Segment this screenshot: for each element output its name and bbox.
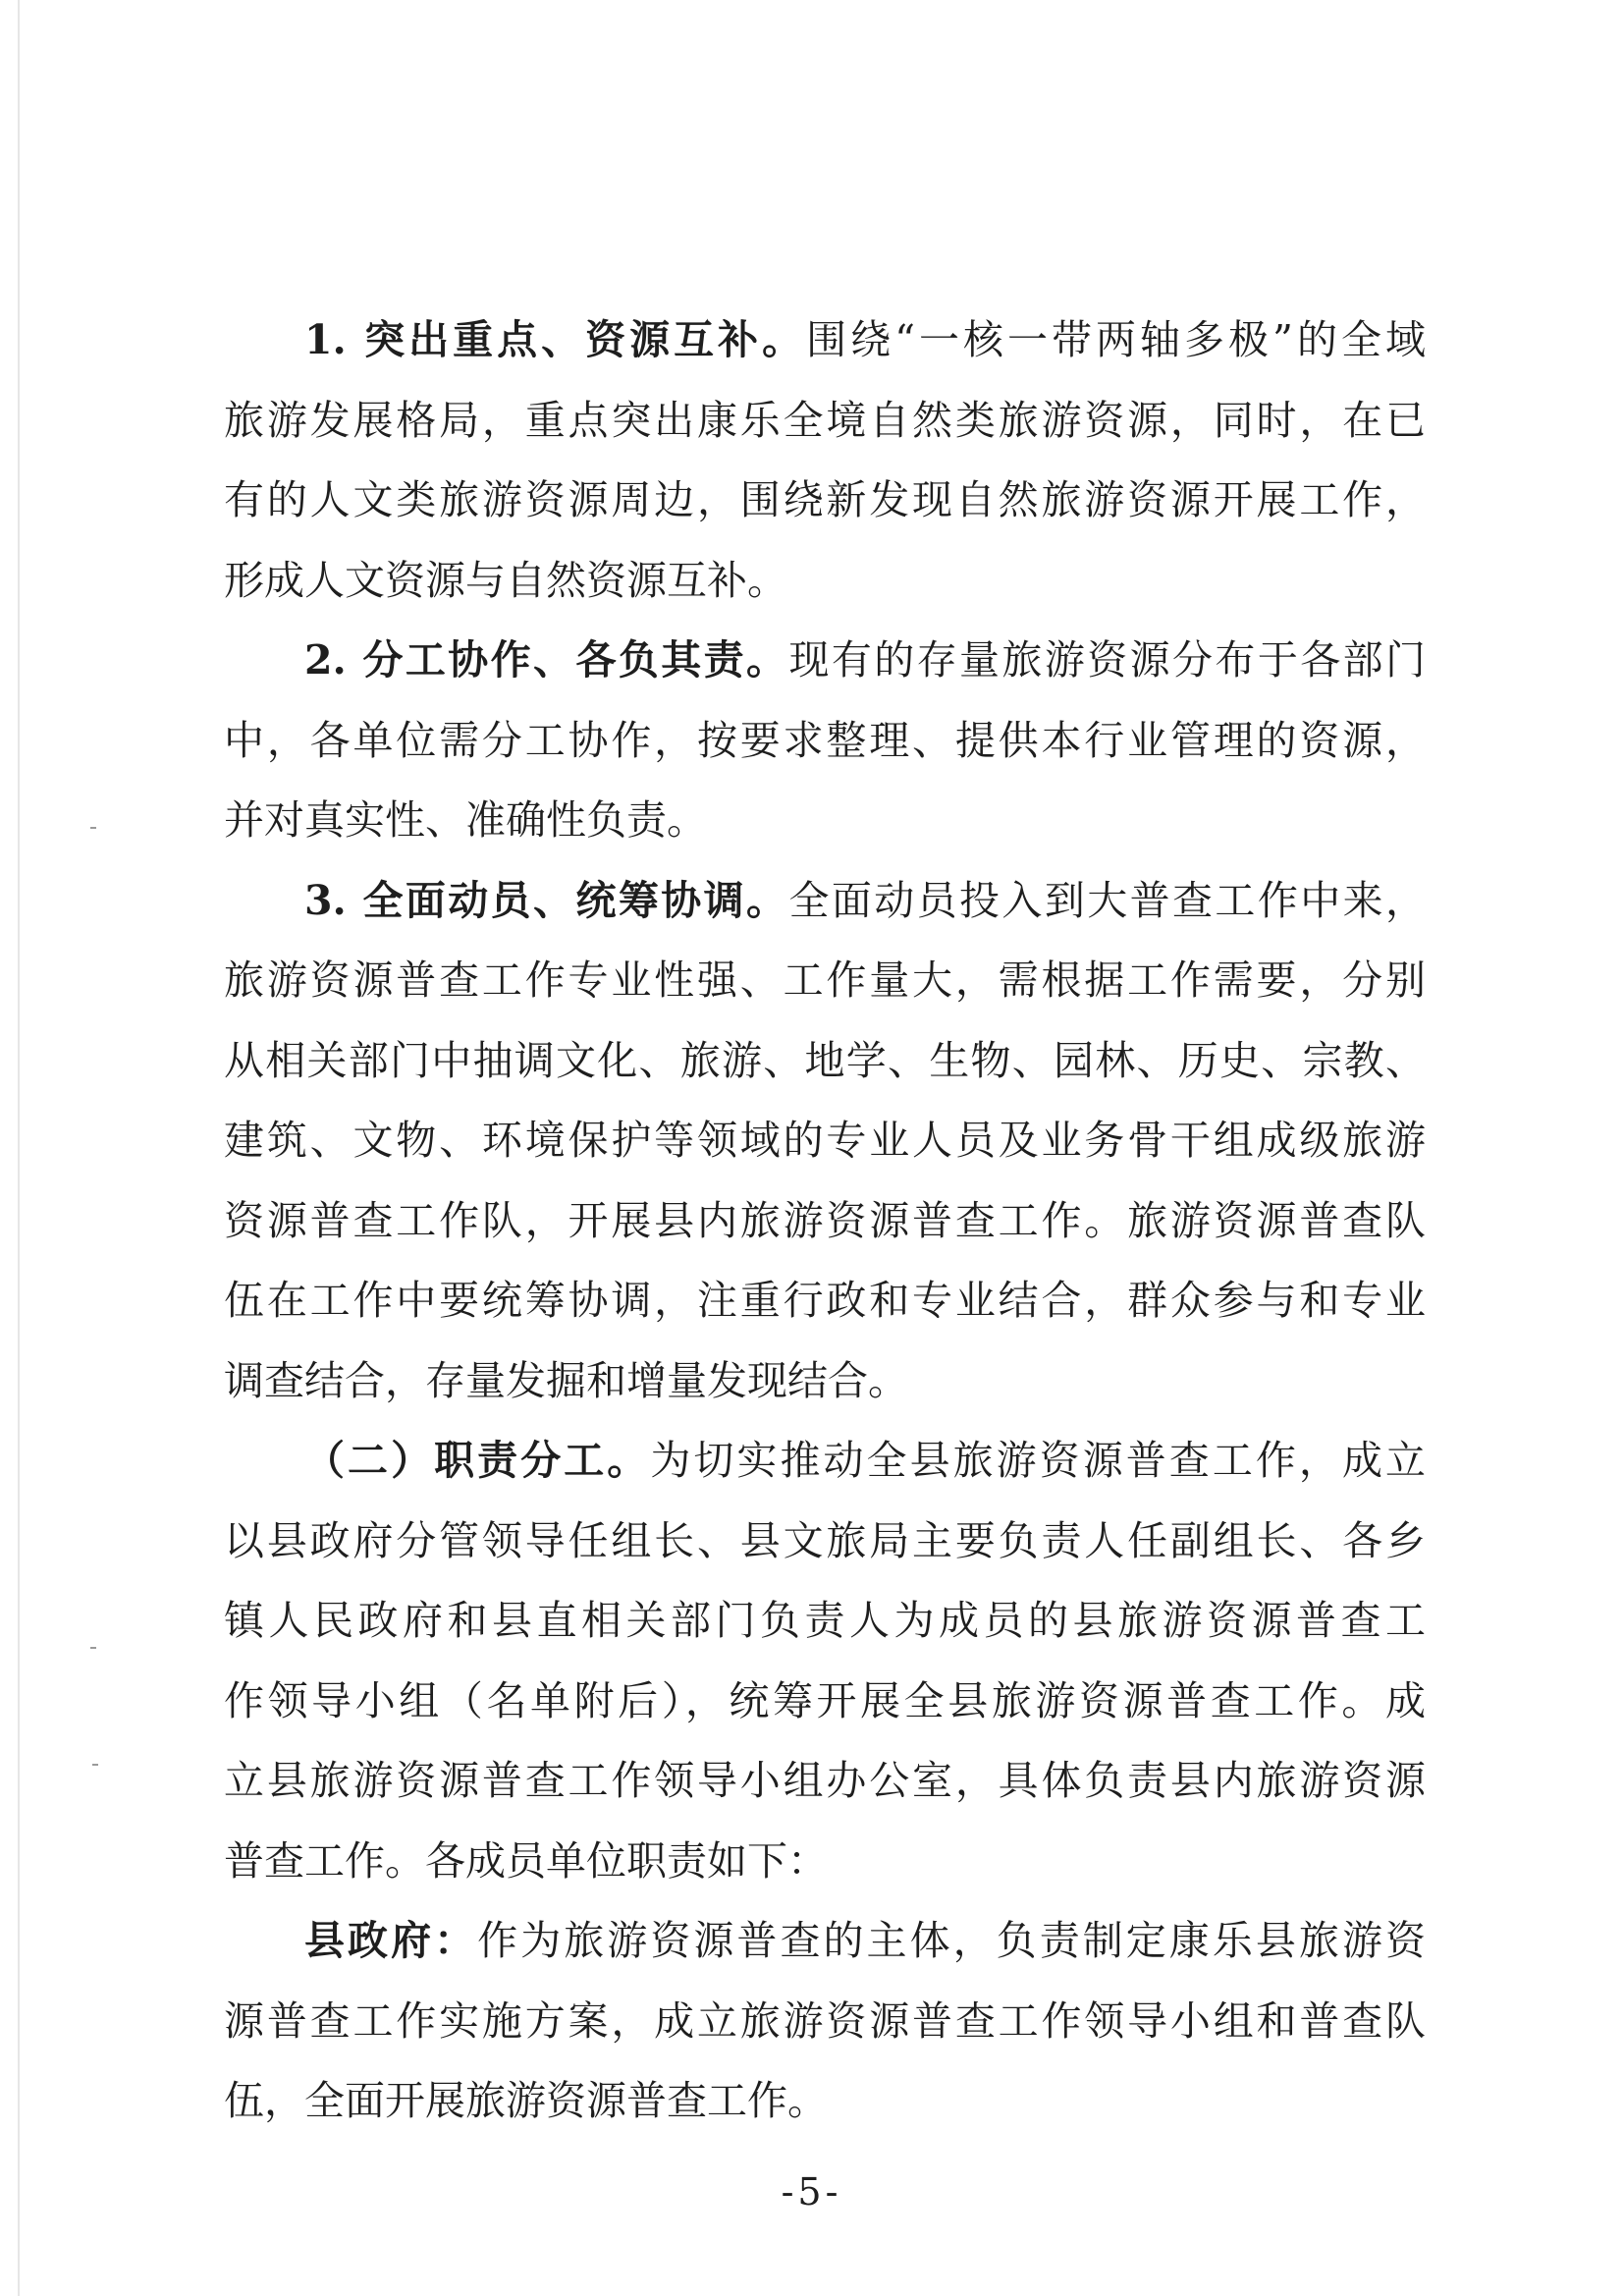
text-line: 从相关部门中抽调文化、旅游、地学、生物、园林、历史、宗教、 — [224, 1036, 1426, 1084]
scan-mark — [90, 827, 96, 829]
scan-mark — [90, 1647, 96, 1649]
section-heading: 3. 全面动员、统筹协调。 — [304, 876, 789, 924]
text-line: 源普查工作实施方案，成立旅游资源普查工作领导小组和普查队 — [224, 1996, 1426, 2045]
text-line: 形成人文资源与自然资源互补。 — [224, 556, 787, 604]
text-line: 作领导小组（名单附后），统筹开展全县旅游资源普查工作。成 — [224, 1676, 1426, 1724]
text-line: 伍，全面开展旅游资源普查工作。 — [224, 2077, 828, 2124]
section-heading: 2. 分工协作、各负其责。 — [304, 636, 789, 683]
section-heading: 1. 突出重点、资源互补。 — [304, 316, 807, 363]
text-span: 为切实推动全县旅游资源普查工作，成立 — [650, 1437, 1427, 1484]
paragraph-responsibilities — [224, 1421, 1426, 1901]
text-span: 现有的存量旅游资源分布于各部门 — [788, 636, 1427, 683]
text-line: 调查结合，存量发掘和增量发现结合。 — [224, 1356, 908, 1404]
text-line: 伍在工作中要统筹协调，注重行政和专业结合，群众参与和专业 — [224, 1277, 1426, 1324]
paragraph-division-of-labor — [224, 621, 1426, 861]
text-line: 镇人民政府和县直相关部门负责人为成员的县旅游资源普查工 — [224, 1597, 1426, 1644]
text-line — [224, 1901, 1426, 1982]
text-line — [224, 1421, 1426, 1502]
text-line: 建筑、文物、环境保护等领域的专业人员及业务骨干组成级旅游 — [224, 1117, 1426, 1164]
text-line: 资源普查工作队，开展县内旅游资源普查工作。旅游资源普查队 — [224, 1196, 1426, 1244]
text-line: 中，各单位需分工协作，按要求整理、提供本行业管理的资源， — [224, 716, 1426, 764]
paragraph-focus-resources — [224, 301, 1426, 621]
text-line: 有的人文类旅游资源周边，围绕新发现自然旅游资源开展工作， — [224, 476, 1426, 523]
text-line — [224, 861, 1426, 942]
text-span: 围绕“一核一带两轴多极”的全域 — [806, 316, 1426, 363]
text-span: 全面动员投入到大普查工作中来， — [788, 876, 1427, 924]
text-line: 旅游资源普查工作专业性强、工作量大，需根据工作需要，分别 — [224, 957, 1426, 1004]
scan-mark — [92, 1764, 98, 1766]
scan-edge-line — [18, 0, 20, 2296]
section-heading: （二）职责分工。 — [304, 1437, 651, 1484]
document-body — [224, 301, 1426, 2142]
text-span: 作为旅游资源普查的主体，负责制定康乐县旅游资 — [477, 1917, 1427, 1964]
section-heading: 县政府： — [304, 1917, 478, 1964]
paragraph-county-government — [224, 1901, 1426, 2142]
paragraph-mobilization — [224, 861, 1426, 1422]
text-line: 并对真实性、准确性负责。 — [224, 796, 707, 844]
page-number: -5- — [781, 2170, 842, 2214]
text-line: 普查工作。各成员单位职责如下： — [224, 1836, 828, 1885]
text-line — [224, 301, 1426, 381]
text-line: 以县政府分管领导任组长、县文旅局主要负责人任副组长、各乡 — [224, 1516, 1426, 1564]
text-line: 旅游发展格局，重点突出康乐全境自然类旅游资源，同时，在已 — [224, 396, 1426, 444]
text-line: 立县旅游资源普查工作领导小组办公室，具体负责县内旅游资源 — [224, 1757, 1426, 1804]
text-line — [224, 621, 1426, 701]
